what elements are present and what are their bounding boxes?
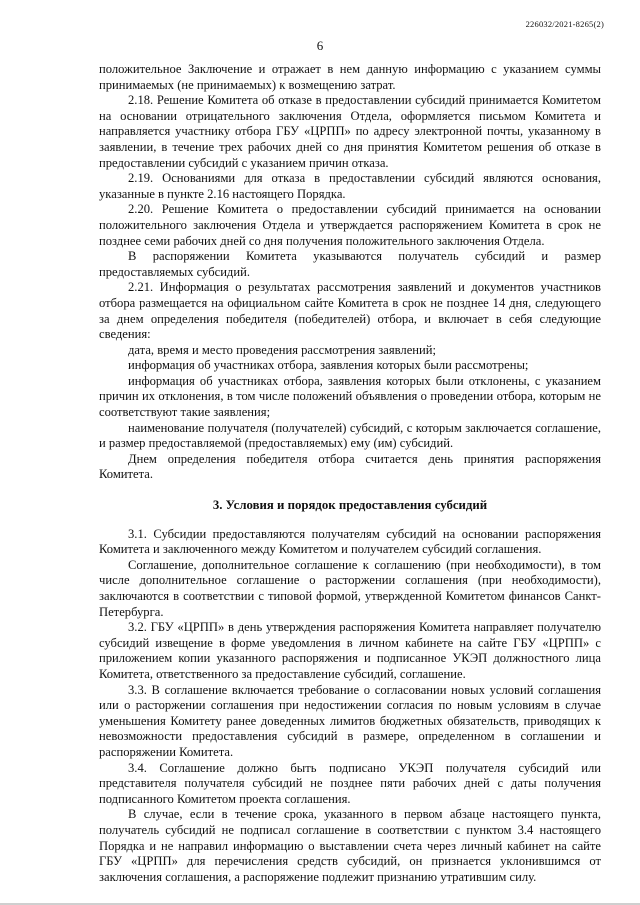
paragraph: Днем определения победителя отбора считается день принятия распоряжения Комитета. — [99, 451, 601, 482]
paragraph: Соглашение, дополнительное соглашение к соглашению (при необходимости), в том числе дополнительное соглашение о расторжении соглашения (при необходимости), заключаются в соответствии с типовой формой, утвержденной Комитетом финансов Санкт-Петербурга. — [99, 557, 601, 619]
paragraph-2-19: 2.19. Основаниями для отказа в предоставлении субсидий являются основания, указанные в пункте 2.16 настоящего Порядка. — [99, 171, 601, 201]
list-item: информация об участниках отбора, заявления которых были рассмотрены; — [128, 358, 529, 373]
paragraph: В случае, если в течение срока, указанного в первом абзаце настоящего пункта, получатель субсидий не подписал соглашение в соответствии с пунктом 3.4 настоящего Порядка и не направил информацию о выставлении счета через личный кабинет на сайте ГБУ «ЦРПП» для перечисления средств субсидий, он признается уклонившимся от заключения соглашения, а распоряжение подлежит признанию утратившим силу. — [99, 807, 601, 884]
paragraph-2-21: 2.21. Информация о результатах рассмотрения заявлений и документов участников отбора размещается на официальном сайте Комитета в срок не позднее 14 дня, следующего за днем определения победителя (победителей) отбора, и включает в себя следующие сведения: — [99, 280, 601, 342]
list-item: информация об участниках отбора, заявления которых были отклонены, с указанием причин их отклонения, в том числе положений объявления о проведении отбора, которым не соответствуют такие заявления; — [99, 373, 601, 420]
paragraph-2-20: 2.20. Решение Комитета о предоставлении субсидий принимается на основании положительного заключения Отдела и утверждается распоряжением Комитета в срок не позднее семи рабочих дней со дня получения положительного заключения Отдела. — [99, 202, 601, 248]
paragraph: положительное Заключение и отражает в нем данную информацию с указанием суммы принимаемых (не принимаемых) к возмещению затрат. — [99, 62, 601, 92]
page-number: 6 — [316, 38, 324, 53]
list-item: наименование получателя (получателей) субсидий, с которым заключается соглашение, и размер предоставляемой (предоставляемых) ему (им) субсидий. — [99, 420, 601, 451]
paragraph-3-4: 3.4. Соглашение должно быть подписано УКЭП получателя субсидий или представителя получателя субсидий не позднее пяти рабочих дней с даты получения подписанного Комитетом проекта соглашения. — [99, 760, 601, 806]
document-id: 226032/2021-8265(2) — [525, 19, 604, 29]
section-heading: 3. Условия и порядок предоставления субсидий — [212, 498, 488, 513]
list-item: дата, время и место проведения рассмотрения заявлений; — [128, 342, 436, 357]
paragraph: В распоряжении Комитета указываются получатель субсидий и размер предоставляемых субсидий. — [99, 249, 601, 279]
paragraph-3-3: 3.3. В соглашение включается требование о согласовании новых условий соглашения или о расторжении соглашения при недостижении согласия по новым условиям в случае уменьшения Комитету ранее доведенных лимитов бюджетных обязательств, приводящих к невозможности предоставления субсидий в размере, определенном в соглашении и распоряжении Комитета. — [99, 682, 601, 759]
paragraph-3-2: 3.2. ГБУ «ЦРПП» в день утверждения распоряжения Комитета направляет получателю субсидий извещение в форме уведомления в личном кабинете на сайте ГБУ «ЦРПП» с приложением копии указанного распоряжения и подписанное УКЭП должностного лица Комитета, ответственного за предоставление субсидий, соглашение. — [99, 620, 601, 681]
paragraph-3-1: 3.1. Субсидии предоставляются получателям субсидий на основании распоряжения Комитета и заключенного между Комитетом и получателем субсидий соглашения. — [99, 526, 601, 557]
paragraph-2-18: 2.18. Решение Комитета об отказе в предоставлении субсидий принимается Комитетом на основании отрицательного заключения Отдела, оформляется письмом Комитета и направляется участнику отбора ГБУ «ЦРПП» по адресу электронной почты, указанному в заявлении, в течение трех рабочих дней со дня принятия Комитетом решения об отказе в предоставлении субсидий с указанием причин отказа. — [99, 93, 601, 170]
document-body — [99, 62, 601, 885]
